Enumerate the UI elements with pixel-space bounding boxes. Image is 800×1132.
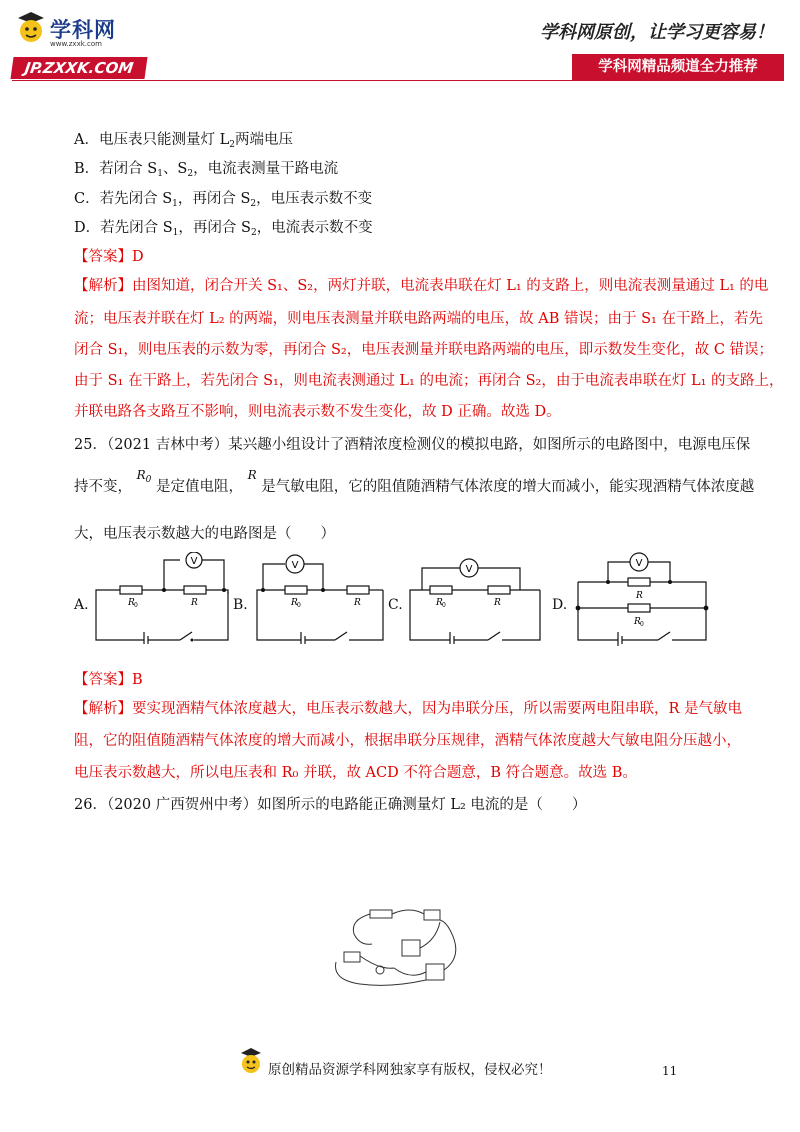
circuit-diagram-a xyxy=(94,552,236,644)
q26-circuit-sketch xyxy=(330,900,470,990)
channel-badge: 学科网精品频道全力推荐 xyxy=(572,54,784,80)
r0-sub-label: 0 xyxy=(134,602,138,609)
option-a: A．电压表只能测量灯 $L_2$两端电压 xyxy=(74,132,293,150)
footer-copyright: 原创精品资源学科网独家享有版权，侵权必究！ xyxy=(268,1062,552,1078)
footer-mascot-icon xyxy=(238,1046,264,1078)
r0-sub-label: 0 xyxy=(297,602,301,609)
q24-analysis-line-1: 【解析】由图知道，闭合开关 S₁、S₂，两灯并联，电流表串联在灯 L₁ 的支路上，则电流表测量通过 L₁ 的电 xyxy=(74,278,769,294)
circuit-diagram-d xyxy=(572,548,716,648)
q24-analysis-line-5: 并联电路各支路互不影响，则电流表示数不发生变化，故 D 正确。故选 D。 xyxy=(74,404,561,420)
q25-line-2: 持不变， $^{R_0}$ 是定值电阻， $^R$ 是气敏电阻，它的阻值随酒精气体浓度的增大而减小，能实现酒精气体浓度越 xyxy=(74,468,755,495)
r0-label: R xyxy=(634,617,641,627)
header-slogan: 学科网原创，让学习更容易！ xyxy=(540,22,774,43)
r-label: R xyxy=(191,598,198,608)
voltmeter-label: V xyxy=(190,556,198,567)
brand-url: www.zxxk.com xyxy=(50,40,102,48)
page-number: 11 xyxy=(662,1064,678,1078)
r-label: R xyxy=(354,598,361,608)
r-label: R xyxy=(636,591,643,601)
q24-answer: 【答案】D xyxy=(74,249,144,265)
r-symbol: R xyxy=(247,468,257,482)
brand-name: 学科网 xyxy=(50,18,116,42)
q25-analysis-line-3: 电压表示数越大，所以电压表和 R₀ 并联，故 ACD 不符合题意，B 符合题意。故选 B。 xyxy=(74,765,637,781)
r0-label: R xyxy=(436,598,443,608)
r0-symbol: R0 xyxy=(136,468,152,485)
option-label-d: D. xyxy=(552,597,568,613)
q25-line-1: 25．（2021 吉林中考）某兴趣小组设计了酒精浓度检测仪的模拟电路，如图所示的电路图中，电源电压保 xyxy=(74,437,751,453)
r0-label: R xyxy=(291,598,298,608)
option-label-a: A. xyxy=(74,597,89,613)
q26-line-1: 26．（2020 广西贺州中考）如图所示的电路能正确测量灯 L₂ 电流的是（ ） xyxy=(74,797,587,813)
q24-analysis-line-4: 由于 S₁ 在干路上，若先闭合 S₁，则电流表测通过 L₁ 的电流；再闭合 S₂，由于电流表串联在灯 L₁ 的支路上， xyxy=(74,373,784,389)
q24-analysis-line-2: 流；电压表并联在灯 L₂ 的两端，则电压表测量并联电路两端的电压，故 AB 错误；由于 S₁ 在干路上，若先 xyxy=(74,311,763,327)
r0-sub-label: 0 xyxy=(640,621,644,628)
option-label-c: C. xyxy=(388,597,403,613)
q24-analysis-line-3: 闭合 S₁，则电压表的示数为零，再闭合 S₂，电压表测量并联电路两端的电压，即示数发生变化，故 C 错误； xyxy=(74,342,774,358)
q25-analysis-line-1: 【解析】要实现酒精气体浓度越大，电压表示数越大，因为串联分压，所以需要两电阻串联，R 是气敏电 xyxy=(74,701,743,717)
r-label: R xyxy=(494,598,501,608)
option-label-b: B. xyxy=(233,597,248,613)
circuit-diagram-b xyxy=(255,552,389,644)
voltmeter-label: V xyxy=(465,564,473,575)
option-b: B．若闭合 $S_1$、$S_2$，电流表测量干路电流 xyxy=(74,161,339,179)
site-banner: JP.ZXXK.COM xyxy=(10,57,147,79)
voltmeter-label: V xyxy=(291,560,299,571)
option-d: D．若先闭合 $S_1$，再闭合 $S_2$，电流表示数不变 xyxy=(74,220,373,238)
voltmeter-label: V xyxy=(635,558,643,569)
logo-mascot-icon xyxy=(14,10,48,48)
q25-answer: 【答案】B xyxy=(74,672,143,688)
q25-analysis-line-2: 阻，它的阻值随酒精气体浓度的增大而减小，根据串联分压规律，酒精气体浓度越大气敏电阻分压越小， xyxy=(74,733,741,749)
option-c: C．若先闭合 $S_1$，再闭合 $S_2$，电压表示数不变 xyxy=(74,191,373,209)
r0-label: R xyxy=(128,598,135,608)
header-divider xyxy=(12,80,784,81)
q25-line-3: 大，电压表示数越大的电路图是（ ） xyxy=(74,526,335,542)
circuit-diagram-c xyxy=(408,552,546,644)
r0-sub-label: 0 xyxy=(442,602,446,609)
